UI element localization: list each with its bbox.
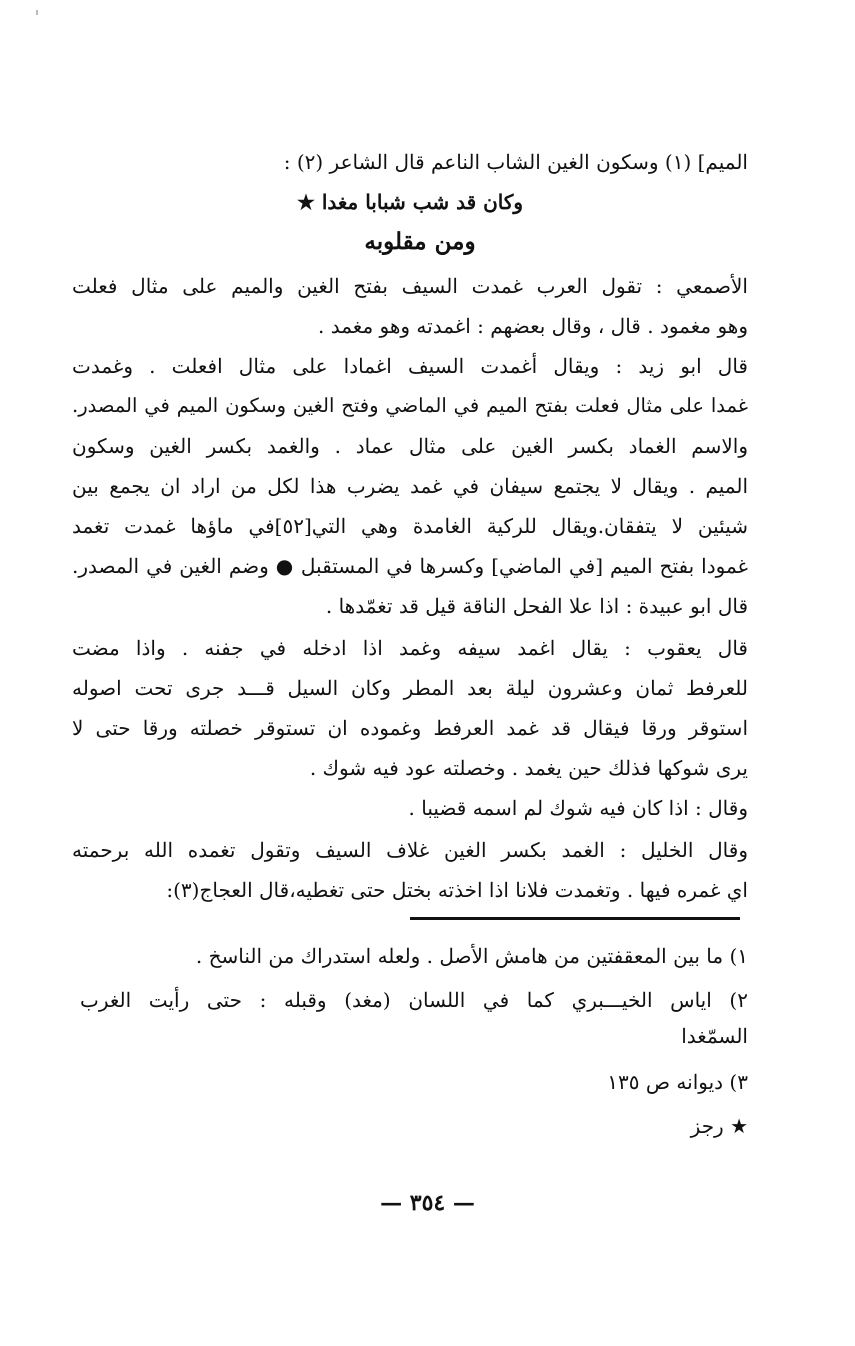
text-line-16: يرى شوكها فذلك حين يغمد . وخصلته عود فيه شوك . xyxy=(309,756,748,780)
text-line-6: قال ابو زيد : ويقال أغمدت السيف اغمادا على مثال افعلت . وغمدت xyxy=(72,354,748,378)
text-line-17: وقال : اذا كان فيه شوك لم اسمه قضيبا . xyxy=(408,796,748,820)
text-line-8: والاسم الغماد بكسر الغين على مثال عماد . والغمد بكسر الغين وسكون xyxy=(72,434,748,458)
text-line-10: شيئين لا يتفقان.ويقال للركية الغامدة وهي التي[٥٢]في ماؤها غمدت تغمد xyxy=(72,514,748,538)
footnote-3: ٣) ديوانه ص ١٣٥ xyxy=(607,1070,748,1094)
text-line-1: الميم] (١) وسكون الغين الشاب الناعم قال الشاعر (٢) : xyxy=(283,150,748,174)
footnote-divider xyxy=(410,917,740,920)
text-line-12: قال ابو عبيدة : اذا علا الفحل الناقة قيل قد تغمّدها . xyxy=(325,594,748,618)
section-heading: ومن مقلوبه xyxy=(364,228,476,255)
footnote-2-continued: السمّغدا xyxy=(681,1024,748,1048)
text-line-9: الميم . ويقال لا يجتمع سيفان في غمد يضرب هذا لكل من اراد ان يجمع بين xyxy=(72,474,748,498)
text-line-11: غمودا بفتح الميم [في الماضي] وكسرها في المستقبل ● وضم الغين في المصدر. xyxy=(72,554,748,578)
poetry-verse: وكان قد شب شبابا مغدا ★ xyxy=(296,190,524,214)
footnote-2: ٢) اياس الخيـــبري كما في اللسان (مغد) وقبله : حتى رأيت الغرب xyxy=(80,988,748,1012)
text-line-5: وهو مغمود . قال ، وقال بعضهم : اغمدته وهو مغمد . xyxy=(318,314,748,338)
page-number: — ٣٥٤ — xyxy=(380,1190,475,1216)
text-line-7: غمدا على مثال فعلت بفتح الميم في الماضي وفتح الغين وسكون الميم في المصدر. xyxy=(72,394,748,417)
footnote-1: ١) ما بين المعقفتين من هامش الأصل . ولعله استدراك من الناسخ . xyxy=(195,944,748,968)
footnote-star: ★ رجز xyxy=(690,1114,748,1138)
text-line-19: اي غمره فيها . وتغمدت فلانا اذا اخذته بختل حتى تغطيه،قال العجاج(٣): xyxy=(166,878,748,902)
text-line-14: للعرفط ثمان وعشرون ليلة بعد المطر وكان السيل قـــد جرى تحت اصوله xyxy=(72,676,748,700)
text-line-15: استوقر ورقا فيقال قد غمد العرفط وغموده ان تستوقر خصلته ورقا حتى لا xyxy=(72,716,748,740)
text-line-13: قال يعقوب : يقال اغمد سيفه وغمد اذا ادخله في جفنه . واذا مضت xyxy=(72,636,748,660)
text-line-4: الأصمعي : تقول العرب غمدت السيف بفتح الغين والميم على مثال فعلت xyxy=(72,274,748,298)
scan-mark xyxy=(36,10,38,15)
text-line-18: وقال الخليل : الغمد بكسر الغين غلاف السيف وتقول تغمده الله برحمته xyxy=(72,838,748,862)
